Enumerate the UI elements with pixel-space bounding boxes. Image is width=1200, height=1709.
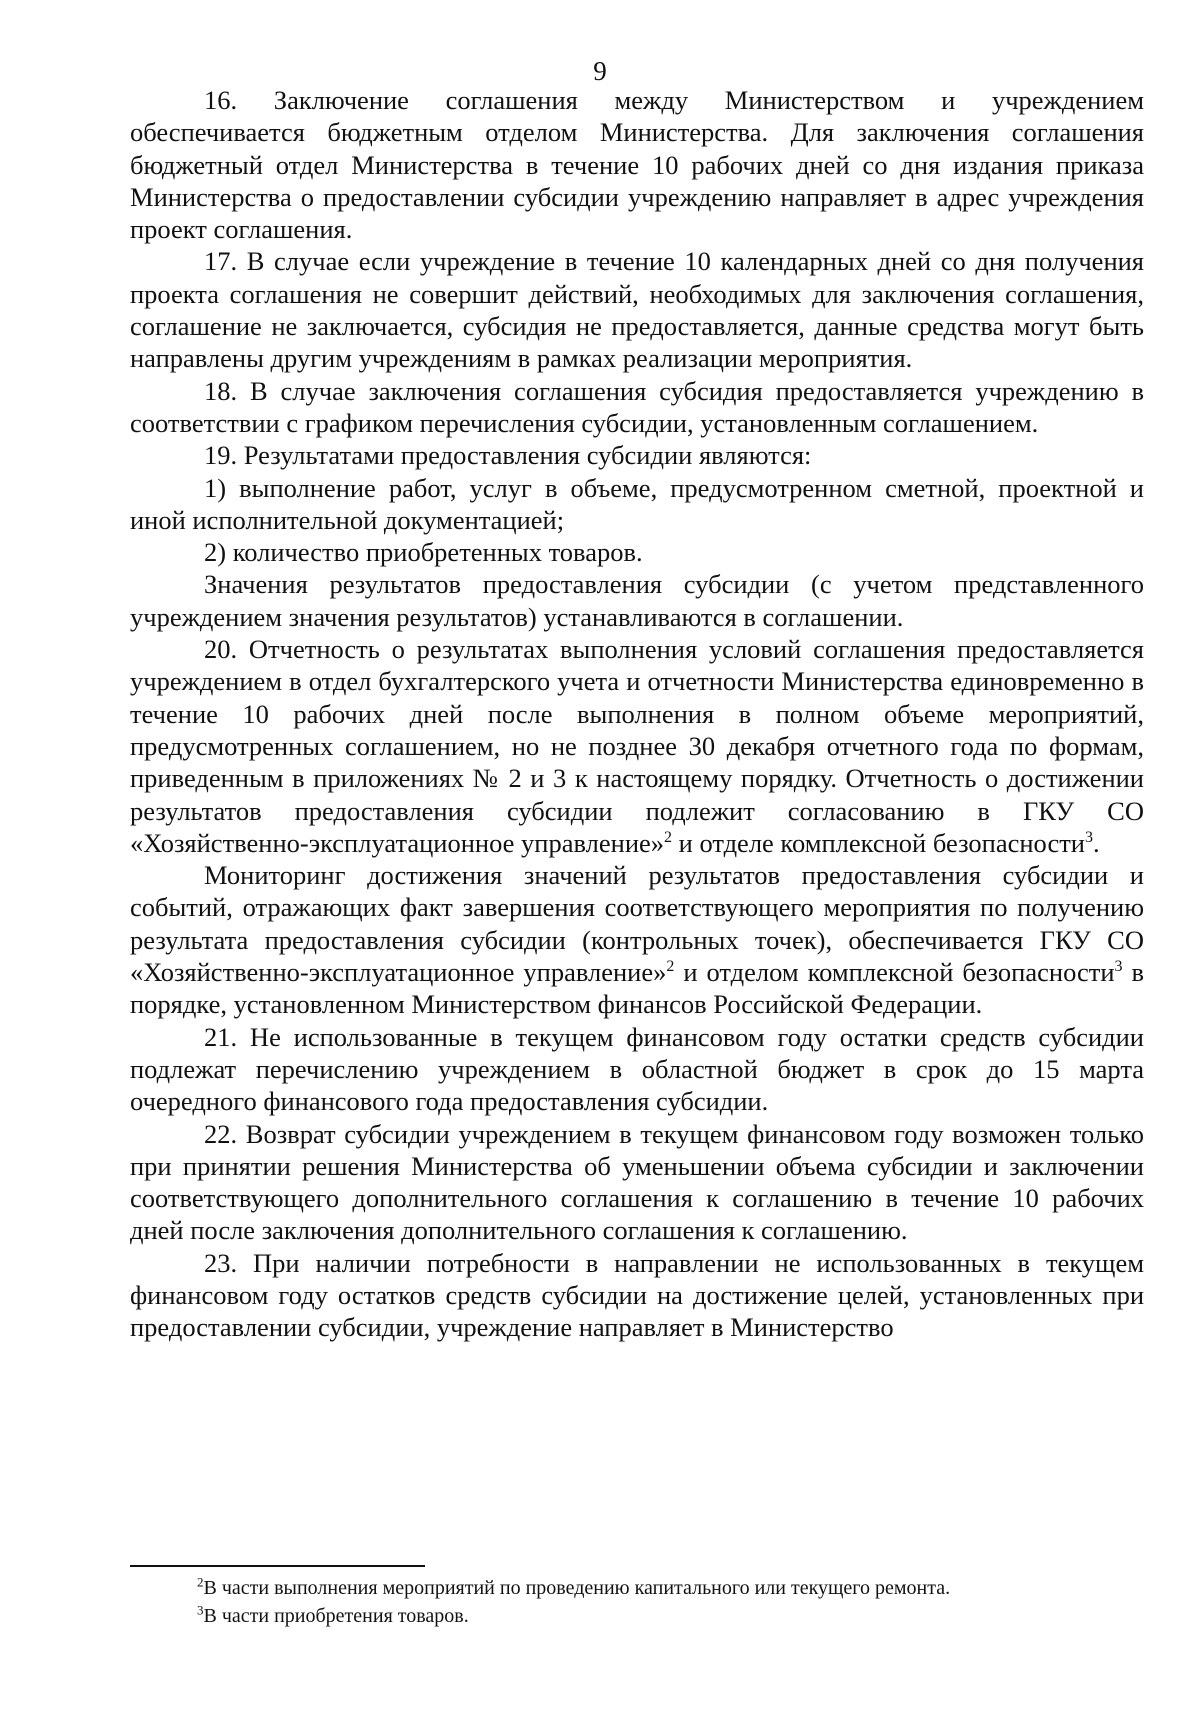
paragraph-monitoring-tail: в порядке, установленном Министерством финансов Российской Федерации. xyxy=(130,957,1145,1020)
footnote-ref-2: 2 xyxy=(666,958,675,976)
paragraph-20 xyxy=(130,633,1144,859)
footnote-text: В части выполнения мероприятий по проведению капитального или текущего ремонта. xyxy=(203,1577,951,1599)
footnote-mark: 3 xyxy=(197,1602,204,1618)
paragraph-18: 18. В случае заключения соглашения субсидия предоставляется учреждению в соответствии с графиком перечисления субсидии, установленным соглашением. xyxy=(130,375,1144,438)
paragraph-22: 22. Возврат субсидии учреждением в текущем финансовом году возможен только при принятии решения Министерства об уменьшении объема субсидии и заключении соответствующего дополнительного соглашения к соглашению в течение 10 рабочих дней после заключения дополнительного соглашения к соглашению. xyxy=(130,1118,1144,1246)
paragraph-19-item-1: 1) выполнение работ, услуг в объеме, предусмотренном сметной, проектной и иной исполнительной документацией; xyxy=(130,472,1144,535)
paragraph-monitoring-text: Мониторинг достижения значений результатов предоставления субсидии и событий, отражающих факт завершения соответствующего мероприятия по получению результата предоставления субсидии (контрольных точек), обеспечивается ГКУ СО «Хозяйственно-эксплуатационное управление» xyxy=(130,860,1144,988)
paragraph-20-tail: . xyxy=(1092,827,1100,858)
paragraph-19-item-2: 2) количество приобретенных товаров. xyxy=(204,537,643,568)
footnote-2 xyxy=(197,1574,1157,1602)
paragraph-16: 16. Заключение соглашения между Министерством и учреждением обеспечивается бюджетным отделом Министерства. Для заключения соглашения бюджетный отдел Министерства в течение 10 рабочих дней со дня издания приказа Министерства о предоставлении субсидии учреждению направляет в адрес учреждения проект соглашения. xyxy=(130,85,1144,245)
footnote-mark: 2 xyxy=(197,1574,204,1590)
footnote-3 xyxy=(197,1602,1157,1630)
footnote-divider xyxy=(130,1565,425,1567)
footnote-ref-3: 3 xyxy=(1114,958,1123,976)
page-number: 9 xyxy=(593,56,607,86)
footnotes xyxy=(197,1574,1157,1630)
paragraph-19-values: Значения результатов предоставления субсидии (с учетом представленного учреждением значения результатов) устанавливаются в соглашении. xyxy=(130,569,1144,632)
paragraph-17: 17. В случае если учреждение в течение 10 календарных дней со дня получения проекта соглашения не совершит действий, необходимых для заключения соглашения, соглашение не заключается, субсидия не предоставляется, данные средства могут быть направлены другим учреждениям в рамках реализации мероприятия. xyxy=(130,246,1144,374)
footnote-text: В части приобретения товаров. xyxy=(203,1605,469,1627)
document-body xyxy=(130,84,1144,1344)
paragraph-20-mid: и отделе комплексной безопасности xyxy=(672,827,1085,858)
footnote-ref-2: 2 xyxy=(664,829,673,846)
paragraph-20-text: 20. Отчетность о результатах выполнения условий соглашения предоставляется учреждением в отдел бухгалтерского учета и отчетности Министерства единовременно в течение 10 рабочих дней после выполнения в полном объеме мероприятий, предусмотренных соглашением, но не позднее 30 декабря отчетного года по формам, приведенным в приложениях № 2 и 3 к настоящему порядку. Отчетность о достижении результатов предоставления субсидии подлежит согласованию в ГКУ СО «Хозяйственно-эксплуатационное управление» xyxy=(130,634,1144,858)
paragraph-monitoring-mid: и отделом комплексной безопасности xyxy=(674,957,1115,988)
paragraph-23: 23. При наличии потребности в направлении не использованных в текущем финансовом году остатков средств субсидии на достижение целей, установленных при предоставлении субсидии, учреждение направляет в Министерство xyxy=(130,1247,1144,1343)
paragraph-monitoring xyxy=(130,859,1144,1020)
paragraph-21: 21. Не использованные в текущем финансовом году остатки средств субсидии подлежат перечислению учреждением в областной бюджет в срок до 15 марта очередного финансового года предоставления субсидии. xyxy=(130,1021,1144,1117)
footnote-ref-3: 3 xyxy=(1084,829,1093,846)
paragraph-19: 19. Результатами предоставления субсидии являются: xyxy=(204,440,812,471)
